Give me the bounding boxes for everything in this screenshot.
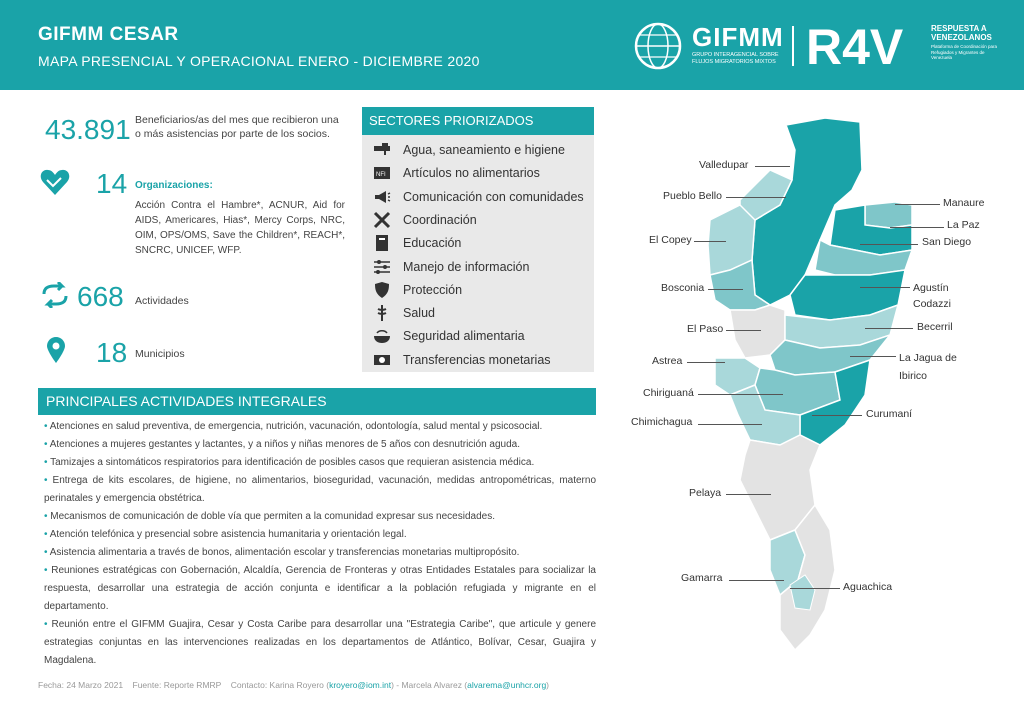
- label-el-paso: El Paso: [687, 323, 724, 335]
- nfi-icon: [373, 164, 391, 182]
- water-tap-icon: [373, 141, 391, 159]
- sector-item: [373, 187, 584, 207]
- leader-aguachica: [790, 588, 840, 589]
- leader-san-diego: [860, 244, 918, 245]
- label-el-copey: El Copey: [649, 234, 692, 246]
- leader-chiriguana: [698, 394, 783, 395]
- org-count: 14: [96, 168, 128, 199]
- actividad-item: • Reunión entre el GIFMM Guajira, Cesar y Costa Caribe para desarrollar una "Estrategia Caribe", que articule y genere estrategias conjuntas en las intervenciones realizadas en los departamentos de Atlántico, Bolívar, Cesar, Guajira y Magdalena.: [44, 619, 597, 666]
- org-list: Acción Contra el Hambre*, ACNUR, Aid for AIDS, Americares, Hias*, Mercy Corps, NRC, OIM, OPS/OMS, Save the Children*, REACH*, SNCRC, UNICEF, WFP.: [135, 200, 345, 256]
- map-manaure: [865, 202, 912, 228]
- megaphone-icon: [373, 188, 391, 206]
- leader-manaure: [895, 204, 940, 205]
- food-bowl-icon: [373, 327, 391, 345]
- leader-bosconia: [708, 289, 743, 290]
- label-valledupar: Valledupar: [699, 159, 749, 171]
- leader-becerril: [865, 328, 913, 329]
- activities-count: 668: [77, 281, 124, 312]
- sector-label: Protección: [403, 282, 463, 297]
- leader-astrea: [687, 362, 725, 363]
- activities-label: Actividades: [135, 295, 189, 307]
- beneficiarios-count: 43.891: [45, 114, 131, 145]
- health-icon: [373, 304, 391, 322]
- actividad-item: • Reuniones estratégicas con Gobernación, Alcaldía, Gerencia de Fronteras y otras Entidades Estatales para socializar la respuesta, desarrollar una estrategia de acción conjunta e identificar a la población refugiada y migrante en el departamento.: [44, 565, 596, 612]
- footer: [38, 680, 549, 690]
- svg-text:NFI: NFI: [376, 172, 386, 179]
- label-astrea: Astrea: [652, 355, 683, 367]
- beneficiarios-description: Beneficiarios/as del mes que recibieron una o más asistencias por parte de los socios.: [135, 114, 339, 140]
- sector-item: [373, 303, 435, 323]
- r4v-title: RESPUESTA A VENEZOLANOS Plataforma de Coordinación para Refugiados y Migrantes de Venezuela: [931, 24, 1001, 61]
- book-icon: [373, 234, 391, 252]
- label-agustin-codazzi: Agustín Codazzi: [913, 282, 951, 310]
- email-link-2[interactable]: alvarema@unhcr.org: [467, 680, 547, 690]
- label-chiriguana: Chiriguaná: [643, 387, 694, 399]
- protection-icon: [373, 281, 391, 299]
- sector-item: [373, 210, 477, 230]
- sector-label: Artículos no alimentarios: [403, 166, 540, 181]
- r4v-logo: [806, 20, 926, 70]
- page-title: GIFMM CESAR: [38, 24, 179, 45]
- location-pin-icon: [45, 336, 67, 364]
- email-link-1[interactable]: kroyero@iom.int: [329, 680, 392, 690]
- sector-label: Transferencias monetarias: [403, 352, 551, 367]
- sector-label: Seguridad alimentaria: [403, 329, 525, 344]
- label-la-jagua: La Jagua de Ibirico: [899, 352, 957, 382]
- sector-item: [373, 233, 461, 253]
- arrows-exchange-icon: [40, 282, 70, 308]
- leader-el-paso: [726, 330, 761, 331]
- r4v-logo-text: R4V: [806, 20, 904, 70]
- org-title: Organizaciones:: [135, 180, 213, 191]
- leader-pelaya: [726, 494, 771, 495]
- leader-curumani: [812, 415, 862, 416]
- label-pelaya: Pelaya: [689, 487, 722, 499]
- footer-fuente: Fuente: Reporte RMRP: [132, 680, 222, 690]
- label-manaure: Manaure: [943, 197, 985, 209]
- header-banner: [0, 0, 1024, 90]
- label-pueblo-bello: Pueblo Bello: [663, 190, 722, 202]
- gifmm-logo-name: GIFMM: [692, 22, 784, 52]
- heart-hands-icon: [40, 168, 70, 196]
- municipios-label: Municipios: [135, 348, 185, 360]
- sector-label: Comunicación con comunidades: [403, 189, 584, 204]
- footer-fecha: Fecha: 24 Marzo 2021: [38, 680, 124, 690]
- municipios-count: 18: [96, 337, 128, 368]
- leader-pueblo-bello: [726, 197, 786, 198]
- sectores-title: SECTORES PRIORIZADOS: [362, 107, 594, 135]
- label-aguachica: Aguachica: [843, 581, 893, 593]
- leader-la-paz: [890, 227, 944, 228]
- leader-agustin-codazzi: [860, 287, 910, 288]
- sector-item: [373, 140, 565, 160]
- label-la-paz: La Paz: [947, 219, 980, 231]
- sector-label: Coordinación: [403, 212, 477, 227]
- actividades-list: [44, 418, 596, 670]
- sector-label: Salud: [403, 306, 435, 321]
- label-chimichagua: Chimichagua: [631, 416, 693, 428]
- footer-end: ): [546, 680, 550, 690]
- sector-item: [373, 326, 525, 346]
- sliders-icon: [373, 258, 391, 276]
- leader-gamarra: [729, 580, 784, 581]
- gifmm-logo-tagline: GRUPO INTERAGENCIAL SOBRE FLUJOS MIGRATORIOS MIXTOS: [692, 52, 779, 65]
- actividades-title: PRINCIPALES ACTIVIDADES INTEGRALES: [38, 388, 596, 415]
- actividad-item: • Atenciones a mujeres gestantes y lactantes, y a niños y niñas menores de 5 años con desnutrición aguda.: [44, 439, 521, 450]
- sector-label: Agua, saneamiento e higiene: [403, 143, 565, 157]
- actividad-item: • Mecanismos de comunicación de doble vía que permiten a la comunidad expresar sus necesidades.: [44, 511, 495, 522]
- label-curumani: Curumaní: [866, 408, 913, 420]
- actividad-item: • Atención telefónica y presencial sobre asistencia humanitaria y orientación legal.: [44, 529, 407, 540]
- gifmm-logo: [632, 20, 782, 72]
- label-bosconia: Bosconia: [661, 282, 705, 294]
- page-subtitle: MAPA PRESENCIAL Y OPERACIONAL ENERO - DICIEMBRE 2020: [38, 53, 480, 69]
- coordination-icon: [373, 211, 391, 229]
- logo-divider: [792, 26, 794, 66]
- actividad-item: • Entrega de kits escolares, de higiene, no alimentarios, bioseguridad, vacunación, medidas antropométricas, materno perinatales y emergencia obstétrica.: [44, 475, 597, 504]
- label-becerril: Becerril: [917, 321, 953, 333]
- leader-chimichagua: [698, 424, 762, 425]
- sector-item: [373, 280, 462, 300]
- globe-icon: [632, 20, 684, 72]
- sector-item: [373, 350, 551, 370]
- leader-la-jagua: [850, 356, 896, 357]
- label-san-diego: San Diego: [922, 236, 972, 248]
- actividad-item: • Atenciones en salud preventiva, de emergencia, nutrición, vacunación, odontología, salud mental y psicosocial.: [44, 421, 543, 432]
- leader-el-copey: [694, 241, 726, 242]
- footer-contacto: Contacto: Karina Royero (: [230, 680, 330, 690]
- leader-valledupar: [755, 166, 790, 167]
- sector-label: Manejo de información: [403, 259, 530, 274]
- sector-label: Educación: [403, 236, 462, 251]
- label-gamarra: Gamarra: [681, 572, 723, 584]
- footer-sep: ) - Marcela Alvarez (: [391, 680, 468, 690]
- actividad-item: • Tamizajes a sintomáticos respiratorios para identificación de posibles casos que requieran asistencia médica.: [44, 457, 535, 468]
- cash-icon: [373, 351, 391, 369]
- actividad-item: • Asistencia alimentaria a través de bonos, alimentación escolar y transferencias monetarias multipropósito.: [44, 547, 520, 558]
- r4v-subtitle: Plataforma de Coordinación para Refugiados y Migrantes de Venezuela: [931, 44, 998, 60]
- sector-item: [373, 163, 540, 183]
- sector-item: [373, 257, 529, 277]
